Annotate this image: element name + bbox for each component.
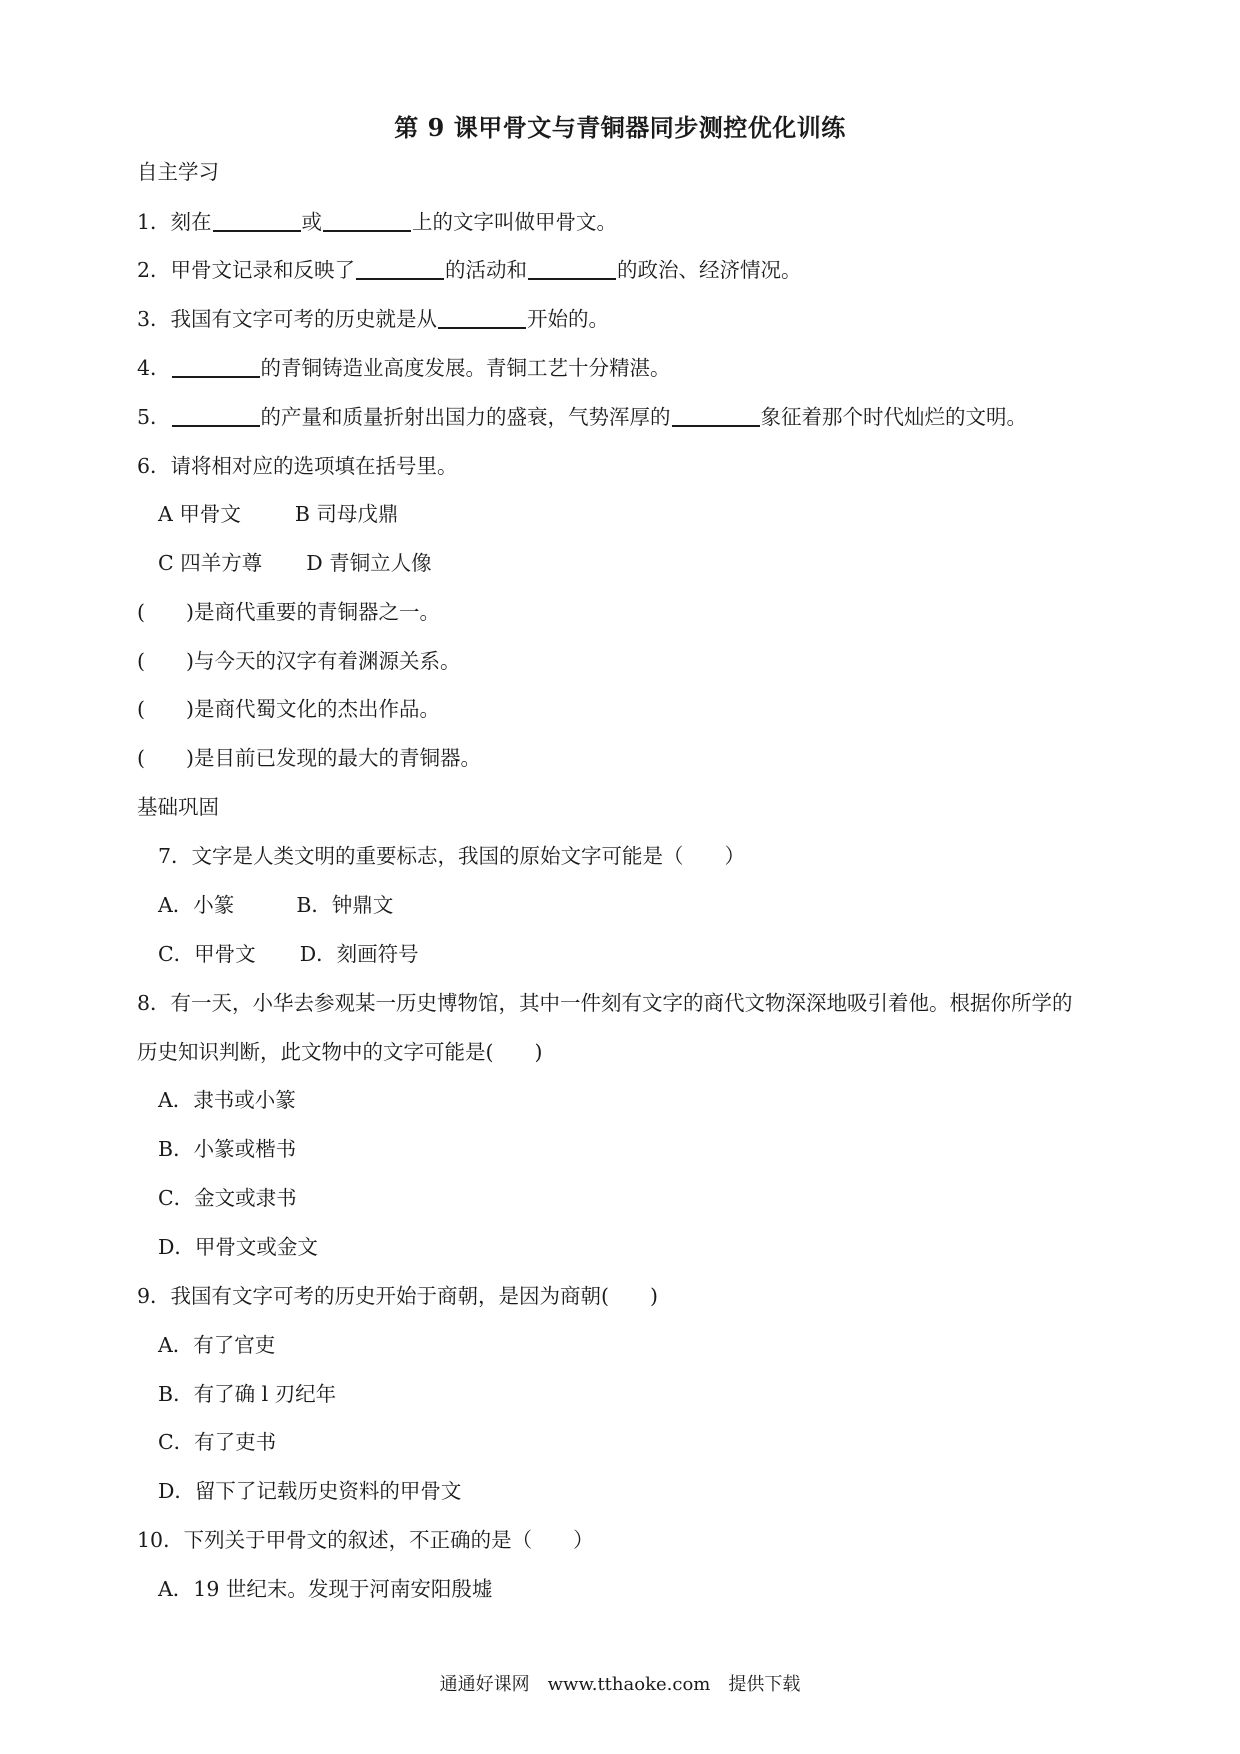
matching-item-1: ( )是商代重要的青铜器之一。 — [137, 600, 440, 624]
answer-blank — [672, 405, 760, 427]
question-text: 的活动和 — [445, 258, 528, 282]
answer-blank — [528, 258, 616, 280]
answer-blank — [438, 307, 526, 329]
question-3 — [137, 305, 609, 333]
option-a: A．小篆 — [158, 893, 235, 917]
question-7-stem: 7．文字是人类文明的重要标志，我国的原始文字可能是（ ） — [158, 844, 746, 868]
option-a: A 甲骨文 — [158, 502, 241, 526]
question-8-option-c: C．金文或隶书 — [158, 1186, 297, 1210]
question-text: 刻在 — [170, 210, 212, 234]
section-heading-self-study: 自主学习 — [137, 160, 219, 184]
question-number: 1． — [137, 210, 171, 234]
question-8-option-a: A．隶书或小篆 — [158, 1088, 296, 1112]
question-1 — [137, 208, 617, 236]
option-b: B 司母戊鼎 — [294, 502, 399, 526]
question-text: 甲骨文记录和反映了 — [170, 258, 356, 282]
matching-item-3: ( )是商代蜀文化的杰出作品。 — [137, 697, 440, 721]
matching-item-4: ( )是目前已发现的最大的青铜器。 — [137, 746, 481, 770]
option-d: D．刻画符号 — [299, 942, 419, 966]
question-text: 我国有文字可考的历史就是从 — [170, 307, 438, 331]
option-c: C 四羊方尊 — [158, 551, 263, 575]
page-title: 第 9 课甲骨文与青铜器同步测控优化训练 — [394, 113, 846, 142]
question-7-options-row-1 — [158, 891, 393, 919]
page-footer: 通通好课网 www.tthaoke.com 提供下载 — [439, 1674, 801, 1695]
question-8-option-b: B．小篆或楷书 — [158, 1137, 297, 1161]
question-number: 5． — [137, 405, 171, 429]
question-8-option-d: D．甲骨文或金文 — [158, 1235, 318, 1259]
answer-blank — [172, 405, 260, 427]
question-text: 开始的。 — [527, 307, 610, 331]
question-2 — [137, 256, 802, 284]
question-6-stem: 6．请将相对应的选项填在括号里。 — [137, 454, 458, 478]
answer-blank — [323, 210, 411, 232]
question-9-option-c: C．有了吏书 — [158, 1430, 277, 1454]
question-9-stem: 9．我国有文字可考的历史开始于商朝，是因为商朝( ) — [137, 1284, 659, 1308]
question-number: 2． — [137, 258, 171, 282]
question-9-option-a: A．有了官吏 — [158, 1333, 276, 1357]
question-10-stem: 10．下列关于甲骨文的叙述，不正确的是（ ） — [137, 1528, 594, 1552]
question-6-options-row-1 — [158, 500, 398, 528]
matching-item-2: ( )与今天的汉字有着渊源关系。 — [137, 649, 461, 673]
question-text: 的产量和质量折射出国力的盛衰，气势浑厚的 — [260, 405, 671, 429]
question-text: 上的文字叫做甲骨文。 — [412, 210, 618, 234]
answer-blank — [356, 258, 444, 280]
option-b: B．钟鼎文 — [296, 893, 394, 917]
question-7-options-row-2 — [158, 940, 419, 968]
question-text: 或 — [301, 210, 323, 234]
question-4 — [137, 354, 671, 382]
option-d: D 青铜立人像 — [306, 551, 432, 575]
question-8-stem-line-2: 历史知识判断，此文物中的文字可能是( ) — [137, 1040, 543, 1064]
question-text: 象征着那个时代灿烂的文明。 — [760, 405, 1028, 429]
question-9-option-d: D．留下了记载历史资料的甲骨文 — [158, 1479, 462, 1503]
answer-blank — [172, 356, 260, 378]
question-10-option-a: A．19 世纪末。发现于河南安阳殷墟 — [158, 1577, 493, 1601]
question-number: 3． — [137, 307, 171, 331]
question-text: 的青铜铸造业高度发展。青铜工艺十分精湛。 — [260, 356, 671, 380]
question-5 — [137, 403, 1027, 431]
question-6-options-row-2 — [158, 549, 432, 577]
question-number: 4． — [137, 356, 171, 380]
question-text: 的政治、经济情况。 — [617, 258, 802, 282]
option-c: C．甲骨文 — [158, 942, 256, 966]
question-9-option-b: B．有了确 l 刃纪年 — [158, 1382, 337, 1406]
question-8-stem-line-1: 8．有一天，小华去参观某一历史博物馆，其中一件刻有文字的商代文物深深地吸引着他。根据你所学的 — [137, 991, 1073, 1015]
section-heading-basics: 基础巩固 — [137, 795, 219, 819]
answer-blank — [213, 210, 301, 232]
